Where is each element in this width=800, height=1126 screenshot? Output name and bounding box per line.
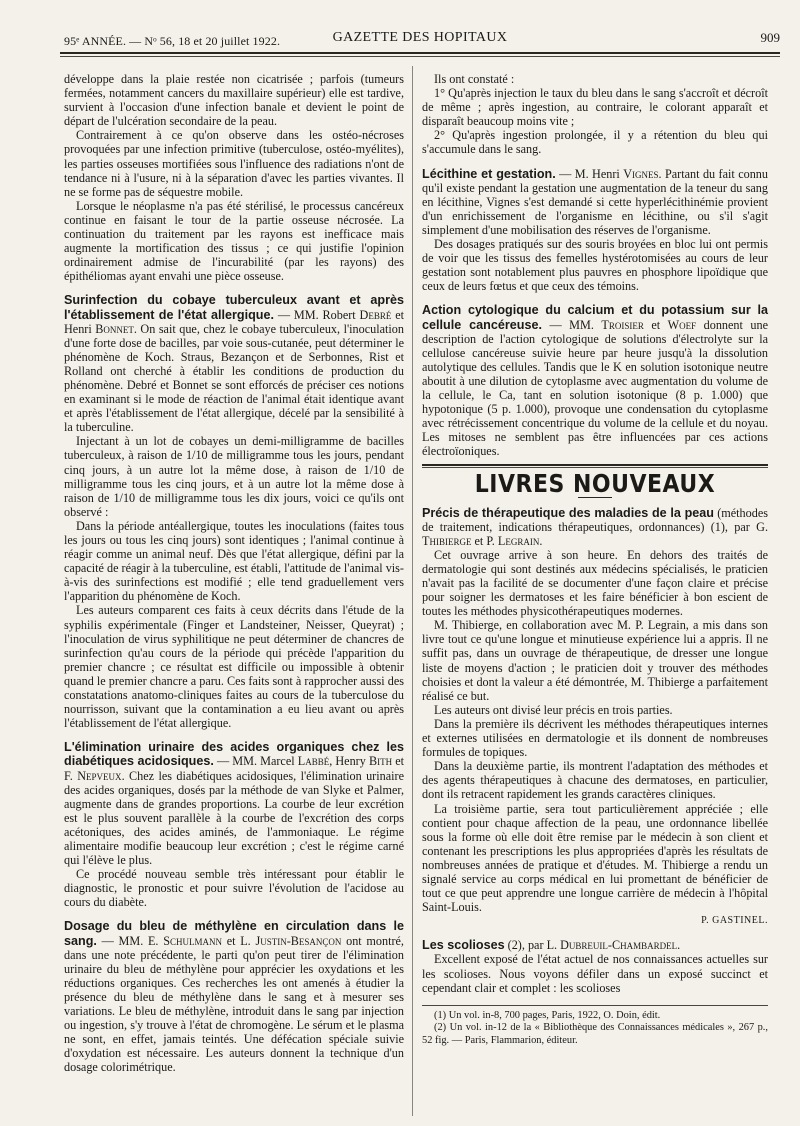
- left-column: [64, 72, 404, 1074]
- page-header: [60, 26, 780, 48]
- author-name: Thibierge: [422, 533, 472, 548]
- text-run: — MM. Marcel: [213, 754, 298, 769]
- section-title: Surinfection du cobaye tuberculeux avant et après l'établissement de l'état allergique.: [64, 293, 404, 322]
- section-rule: [422, 464, 768, 466]
- paragraph: M. Thibierge, en collaboration avec M. P. Legrain, a mis dans son livre tout ce qu'une longue et minutieuse expérience lui a appris. Il ne suffit pas, dans un ouvrage de thérapeutique, de dresser une longue liste de moyens d'action ; le praticien doit y trouver des méthodes choisies et dont la valeur a été démontrée, M. Thibierge a parfaitement réalisé ce but.: [422, 618, 768, 703]
- author-name: Justin-Besançon: [255, 933, 342, 948]
- reviewer-signature: P. GASTINEL.: [701, 915, 768, 927]
- author-name: Schulmann: [163, 933, 222, 948]
- text-run: . Partant du fait connu qu'il existe pendant la gestation une augmentation de la teneur du sang en lécithine, Vignes s'est demandé si cette hyperlécithinémie provient d'un enrichissement de l'organisme en lécithine, ou s'il s'agit simplement d'une mobilisation des réserves de l'organisme.: [422, 166, 768, 237]
- paragraph: 2° Qu'après ingestion prolongée, il y a rétention du bleu qui s'accumule dans le sang.: [422, 128, 768, 157]
- footnote: (2) Un vol. in-12 de la « Bibliothèque des Connaissances médicales », 267 p., 52 fig. — Paris, Flammarion, éditeur.: [422, 1022, 768, 1046]
- section-lead: [422, 167, 768, 237]
- text-run: et Henri: [64, 307, 405, 336]
- section-action-cytologique: [422, 303, 768, 458]
- text-run: .: [677, 938, 681, 953]
- issue-info: 95ᵉ ANNÉE. — Nᵒ 56, 18 et 20 juillet 1922.: [64, 34, 281, 48]
- paragraph: Les auteurs comparent ces faits à ceux décrits dans l'étude de la syphilis expérimentale (Finger et Landsteiner, Neisser, Queyrat) ; l'inoculation de virus syphilitique ne peut déterminer de chancres de surinfection qu'au cours de la période qui précède l'apparition du premier chancre ; ce résultat est difficile ou impossible à obtenir quand le premier chancre a paru. Ces faits sont à rapprocher aussi des constatations anatomo-cliniques faites au cours de la tuberculose du nourrisson, suivant que la contamination a eu lieu avant ou après l'établissement de l'état allergique.: [64, 603, 404, 731]
- paragraph: Les auteurs ont divisé leur précis en trois parties.: [434, 702, 673, 717]
- book-review-scolioses: [422, 938, 768, 994]
- paragraph: Dans la première ils décrivent les méthodes thérapeutiques internes et externes utilisées en dermatologie et ils donnent de nombreuses formules de topiques.: [422, 716, 768, 760]
- header-rule: [60, 52, 780, 54]
- section-title: Dosage du bleu de méthylène en circulation dans le sang.: [64, 919, 404, 948]
- footnotes: [422, 1005, 768, 1047]
- text-run: ont montré, dans une note précédente, le parti qu'on peut tirer de l'élimination urinaire du bleu de méthylène pour apprécier les oxydations et les réductions organiques. Ces recherches les ont amenés à étudier la présence du bleu de méthylène dans le sang et à mesurer ses variations. Le bleu de méthylène, introduit dans le sang par injection ou ingestion, s'y trouve à l'état de chromogène. Le sérum et le plasma ne sont, en effet, jamais teintés. Une défécation spéciale suivie d'oxydation est nécessaire. Les auteurs donnent la technique d'un dosage colorimétrique.: [64, 933, 404, 1075]
- section-lead: [64, 740, 404, 867]
- author-name: Bith: [368, 754, 393, 769]
- author-name: Vignes: [623, 166, 659, 181]
- section-lecithine: [422, 167, 768, 294]
- paragraph: Injectant à un lot de cobayes un demi-milligramme de bacilles tuberculeux, à raison de 1/10 de milligramme tous les jours, pendant cinq jours, à un autre lot la même dose, à raison de 1/10 de milligramme tous les cinq jours, et à un autre lot la même dose à raison de 1/10 de milligramme tous les dix jours, voici ce qu'ils ont observé :: [64, 434, 404, 519]
- section-dosage-bleu: [64, 919, 404, 1074]
- author-name: Dubreuil-Chambardel: [560, 938, 678, 953]
- text-run: et P.: [471, 533, 498, 548]
- livres-nouveaux-heading: LIVRES NOUVEAUX: [474, 470, 716, 500]
- text-run: . Chez les diabétiques acidosiques, l'élimination urinaire des acides organiques, dosés par la méthode de van Slyke et Palmer, augmente dans de grandes proportions. La courbe de leur excrétion est le plus souvent parallèle à la courbe de l'excrétion des corps acétoniques, des acides aminés, de l'ammoniaque. Le régime alimentaire modifie beaucoup leur excrétion ; c'est le régime carné qui l'élève le plus.: [64, 768, 404, 868]
- author-name: Labbé: [297, 754, 330, 769]
- paragraph: Cet ouvrage arrive à son heure. En dehors des traités de dermatologie qui sont destinés aux médecins spécialisés, le praticien n'avait pas la facilité de se documenter d'une façon claire et précise pour soigner les dermatoses et les faire bénéficier à bon escient de toutes les méthodes physicothérapeutiques modernes.: [422, 547, 768, 619]
- book-heading: [422, 506, 768, 548]
- text-run: et F.: [64, 754, 404, 783]
- section-title: Lécithine et gestation.: [422, 166, 556, 181]
- paragraph: Dans la deuxième partie, ils montrent l'adaptation des méthodes et des agents thérapeutiques à chacune des dermatoses, en particulier, dont ils retracent rapidement les grands caractères cliniques.: [422, 759, 768, 802]
- text-run: — MM.: [541, 317, 602, 332]
- paragraph: Dans la période antéallergique, toutes les inoculations (faites tous les jours ou tous les cinq jours) sont identiques ; l'animal continue à réagir comme un animal neuf. Dès que l'état allergique, défini par la capacité de réagir à la tuberculine, est établi, l'attitude de l'animal vis-à-vis des surinfections est modifié ; elle tend graduellement vers l'apparition du phénomène de Koch.: [64, 518, 404, 604]
- text-run: — MM. E.: [96, 933, 164, 948]
- text-run: (méthodes de traitement, indications thérapeutiques, ordonnances) (1), par G.: [422, 505, 768, 534]
- author-name: Woef: [667, 317, 697, 332]
- paragraph: Des dosages pratiqués sur des souris broyées en bloc lui ont permis de voir que les tissus des femelles hystérotomisées au cours de leur gestation sont notablement plus pauvres en phosphore lipoïdique que ceux de leurs fœtus et que ceux des témoins.: [422, 237, 768, 294]
- journal-title: GAZETTE DES HOPITAUX: [332, 30, 508, 45]
- text-run: .: [539, 533, 543, 548]
- page-number: 909: [760, 30, 780, 45]
- book-heading: [422, 938, 768, 952]
- text-run: — MM. Robert: [274, 307, 360, 322]
- author-name: Bonnet: [95, 321, 134, 336]
- author-name: Debré: [359, 307, 392, 322]
- text-run: . On sait que, chez le cobaye tuberculeux, l'inoculation d'une forte dose de bacilles, par voie sous-cutanée, peut déterminer le phénomène de Koch. Straus, Bezançon et de Serbonnes, Rist et Rolland ont cherché à établir les conditions de production du phénomène. Debré et Bonnet se sont efforcés de préciser ces notions en examinant si le mode de réaction de l'animal était identique avant et après l'établissement de l'état allergique, décelé par la sensibilité à la tuberculine.: [64, 321, 404, 435]
- paragraph: Ce procédé nouveau semble très intéressant pour établir le diagnostic, le pronostic et pour suivre l'évolution de l'acidose au cours du diabète.: [64, 867, 404, 910]
- footnote: (1) Un vol. in-8, 700 pages, Paris, 1922, O. Doin, édit.: [434, 1009, 661, 1021]
- text-run: et: [643, 317, 668, 332]
- author-name: Troisier: [601, 317, 644, 332]
- paragraph: développe dans la plaie restée non cicatrisée ; parfois (tumeurs fermées, notamment cancers du maxillaire supérieur) elle est tardive, survient à l'occasion d'une infection banale et devient le point de départ de l'ulcération secondaire de la peau.: [64, 72, 404, 129]
- section-rule-thin: [422, 467, 768, 468]
- text-run: — M. Henri: [555, 166, 624, 181]
- column-divider: [412, 66, 413, 1116]
- book-review-precis: [422, 506, 768, 929]
- paragraph: 1° Qu'après injection le taux du bleu dans le sang s'accroît et décroît de même ; après ingestion, au contraire, le colorant apparaît et disparaît beaucoup moins vite ;: [422, 86, 768, 129]
- paragraph: Ils ont constaté :: [434, 72, 515, 86]
- text-run: (2), par L.: [504, 938, 561, 953]
- section-title: L'élimination urinaire des acides organiques chez les diabétiques acidosiques.: [64, 740, 404, 769]
- text-run: , Henry: [329, 754, 369, 769]
- paragraph: La troisième partie, sera tout particulièrement appréciée ; elle contient pour chaque affection de la peau, une ordonnance libellée sous la forme où elle doit être remise par le médecin à son client et contenant les prescriptions les plus appropriées d'après les résultats de nombreuses années de pratique et d'études. M. Thibierge a rendu un signalé service au corps médical en lui promettant de bénéficier de tout ce que peut apprendre une longue carrière de médecin à l'hôpital Saint-Louis.: [422, 801, 768, 915]
- text-run: donnent une description de l'action cytologique de solutions d'électrolyte sur la cellulose cancéreuse suivie heure par heure jusqu'à la dissolution autolytique des cellules. Tandis que le K en solution isotonique neutre aboutit à une dilution de cytoplasme avec augmentation du volume de la cellule, le Ca, tant en solution isotonique (8 p. 1.000) que hypotonique (5 p. 1.000), provoque une condensation du cytoplasme avec rétrécissement concentrique du volume de la cellule et du noyau. Les mitoses ne semblent pas être influencées par ces actions électroïoniques.: [422, 317, 768, 459]
- author-name: Legrain: [497, 533, 540, 548]
- paragraph: Contrairement à ce qu'on observe dans les ostéo-nécroses provoquées par une infection primitive (tuberculose, ostéo-myélites), les parties osseuses mortifiées sous l'influence des radiations n'ont de tendance ni à l'usure, ni à la séparation d'avec les parties vivantes. Il ne se forme pas de séquestre mobile.: [64, 128, 404, 199]
- right-column: [422, 72, 768, 1047]
- paragraph: Lorsque le néoplasme n'a pas été stérilisé, le processus cancéreux continue en faisant le tour de la partie osseuse nécrosée. La continuation du traitement par les rayons est inefficace mais augmente la mortification des tissus ; ce qui justifie l'opinion ordinairement admise de l'incurabilité (par les rayons) des épithéliomas ayant envahi une pièce osseuse.: [64, 198, 404, 284]
- book-title: Les scolioses: [422, 938, 505, 953]
- text-run: et L.: [221, 933, 256, 948]
- author-name: Nepveux: [77, 768, 122, 783]
- section-elimination-urinaire: [64, 740, 404, 909]
- section-lead: [64, 919, 404, 1074]
- book-title: Précis de thérapeutique des maladies de la peau: [422, 505, 714, 520]
- header-rule-thin: [60, 56, 780, 57]
- section-lead: [422, 303, 768, 458]
- section-title: Action cytologique du calcium et du potassium sur la cellule cancéreuse.: [422, 303, 768, 332]
- paragraph: Excellent exposé de l'état actuel de nos connaissances actuelles sur les scolioses. Nous voyons défiler dans un exposé succinct et cependant clair et complet : les scolioses: [422, 952, 768, 995]
- section-lead: [64, 293, 404, 434]
- section-surinfection: [64, 293, 404, 730]
